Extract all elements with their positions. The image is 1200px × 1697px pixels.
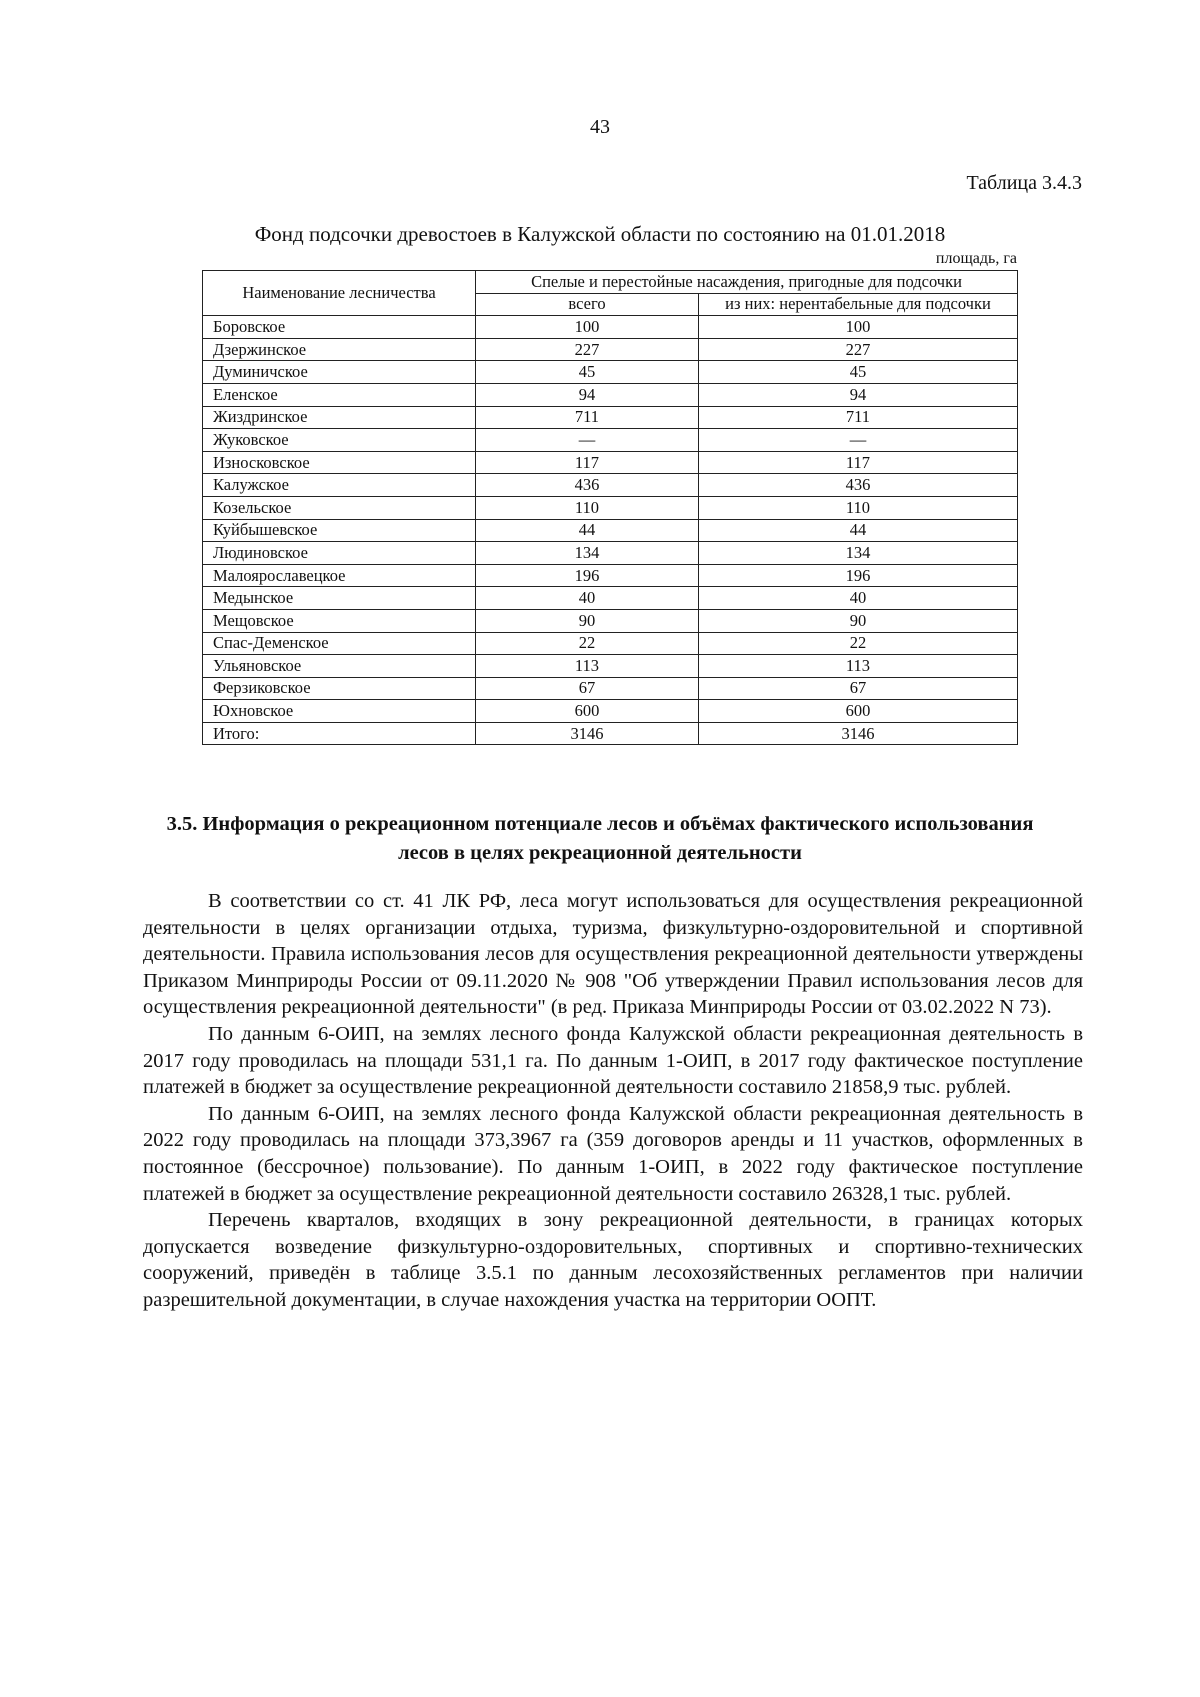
cell-unprofitable: 22 — [699, 632, 1018, 655]
cell-forestry-name: Ферзиковское — [203, 677, 476, 700]
cell-forestry-name: Думиничское — [203, 361, 476, 384]
cell-unprofitable: 3146 — [699, 722, 1018, 745]
cell-unprofitable: 44 — [699, 519, 1018, 542]
cell-unprofitable: 117 — [699, 451, 1018, 474]
cell-unprofitable: 94 — [699, 383, 1018, 406]
paragraph: По данным 6-ОИП, на землях лесного фонда Калужской области рекреационная деятельность в 2022 году проводилась на площади 373,3967 га (359 договоров аренды и 11 участков, оформленных в постоянное (бессрочное) пользование). По данным 1-ОИП, в 2022 году фактическое поступление платежей в бюджет за осуществление рекреационной деятельности составило 26328,1 тыс. рублей. — [143, 1102, 1083, 1205]
cell-forestry-name: Итого: — [203, 722, 476, 745]
cell-unprofitable: 196 — [699, 564, 1018, 587]
table-row — [203, 496, 1018, 519]
cell-total: — — [476, 429, 699, 452]
cell-unprofitable: 711 — [699, 406, 1018, 429]
table-row — [203, 519, 1018, 542]
cell-unprofitable: 134 — [699, 542, 1018, 565]
cell-forestry-name: Малоярославецкое — [203, 564, 476, 587]
cell-unprofitable: 113 — [699, 655, 1018, 678]
table-row — [203, 564, 1018, 587]
table-row — [203, 655, 1018, 678]
cell-forestry-name: Еленское — [203, 383, 476, 406]
table-row — [203, 451, 1018, 474]
cell-unprofitable: 67 — [699, 677, 1018, 700]
table-title: Фонд подсочки древостоев в Калужской области по состоянию на 01.01.2018 — [254, 222, 946, 246]
cell-total: 94 — [476, 383, 699, 406]
body-text — [143, 888, 1083, 1314]
cell-total: 711 — [476, 406, 699, 429]
table-row — [203, 429, 1018, 452]
cell-forestry-name: Износковское — [203, 451, 476, 474]
table-row — [203, 474, 1018, 497]
unit-note: площадь, га — [935, 250, 1017, 267]
table-row — [203, 406, 1018, 429]
table-header-row — [203, 271, 1018, 294]
table-row — [203, 338, 1018, 361]
cell-forestry-name: Юхновское — [203, 700, 476, 723]
cell-unprofitable: 436 — [699, 474, 1018, 497]
cell-total: 117 — [476, 451, 699, 474]
cell-total: 40 — [476, 587, 699, 610]
paragraph: По данным 6-ОИП, на землях лесного фонда Калужской области рекреационная деятельность в 2017 году проводилась на площади 531,1 га. По данным 1-ОИП, в 2017 году фактическое поступление платежей в бюджет за осуществление рекреационной деятельности составило 21858,9 тыс. рублей. — [143, 1022, 1083, 1099]
cell-unprofitable: 227 — [699, 338, 1018, 361]
table-label: Таблица 3.4.3 — [966, 172, 1082, 194]
cell-total: 134 — [476, 542, 699, 565]
table-row — [203, 700, 1018, 723]
cell-forestry-name: Медынское — [203, 587, 476, 610]
table-row — [203, 383, 1018, 406]
cell-total: 100 — [476, 316, 699, 339]
cell-total: 90 — [476, 609, 699, 632]
forestry-tapping-table — [202, 270, 1018, 745]
cell-forestry-name: Людиновское — [203, 542, 476, 565]
table-row — [203, 722, 1018, 745]
table-row — [203, 587, 1018, 610]
cell-total: 600 — [476, 700, 699, 723]
table-row — [203, 542, 1018, 565]
cell-forestry-name: Боровское — [203, 316, 476, 339]
cell-forestry-name: Дзержинское — [203, 338, 476, 361]
cell-forestry-name: Козельское — [203, 496, 476, 519]
cell-unprofitable: 90 — [699, 609, 1018, 632]
header-group: Спелые и перестойные насаждения, пригодные для подсочки — [476, 271, 1018, 294]
cell-forestry-name: Жуковское — [203, 429, 476, 452]
paragraph: В соответствии со ст. 41 ЛК РФ, леса могут использоваться для осуществления рекреационной деятельности в целях организации отдыха, туризма, физкультурно-оздоровительной и спортивной деятельности. Правила использования лесов для осуществления рекреационной деятельности утверждены Приказом Минприроды России от 09.11.2020 № 908 "Об утверждении Правил использования лесов для осуществления рекреационной деятельности" (в ред. Приказа Минприроды России от 03.02.2022 N 73). — [143, 890, 1083, 1019]
cell-total: 45 — [476, 361, 699, 384]
cell-unprofitable: 45 — [699, 361, 1018, 384]
cell-unprofitable: 40 — [699, 587, 1018, 610]
cell-total: 110 — [476, 496, 699, 519]
cell-total: 436 — [476, 474, 699, 497]
cell-forestry-name: Мещовское — [203, 609, 476, 632]
section-heading: 3.5. Информация о рекреационном потенциале лесов и объёмах фактического использования лесов в целях рекреационной деятельности — [166, 813, 1034, 864]
paragraph: Перечень кварталов, входящих в зону рекреационной деятельности, в границах которых допускается возведение физкультурно-оздоровительных, спортивных и спортивно-технических сооружений, приведён в таблице 3.5.1 по данным лесохозяйственных регламентов при наличии разрешительной документации, в случае нахождения участка на территории ООПТ. — [143, 1209, 1083, 1311]
cell-unprofitable: 110 — [699, 496, 1018, 519]
cell-unprofitable: 100 — [699, 316, 1018, 339]
cell-forestry-name: Жиздринское — [203, 406, 476, 429]
table-row — [203, 609, 1018, 632]
cell-forestry-name: Ульяновское — [203, 655, 476, 678]
cell-total: 22 — [476, 632, 699, 655]
cell-total: 3146 — [476, 722, 699, 745]
cell-unprofitable: 600 — [699, 700, 1018, 723]
cell-total: 67 — [476, 677, 699, 700]
table-row — [203, 316, 1018, 339]
table-row — [203, 361, 1018, 384]
cell-forestry-name: Куйбышевское — [203, 519, 476, 542]
cell-forestry-name: Калужское — [203, 474, 476, 497]
header-forestry-name: Наименование лесничества — [203, 271, 476, 316]
cell-total: 196 — [476, 564, 699, 587]
table-row — [203, 632, 1018, 655]
cell-total: 113 — [476, 655, 699, 678]
table-row — [203, 677, 1018, 700]
cell-total: 44 — [476, 519, 699, 542]
header-unprofitable: из них: нерентабельные для подсочки — [699, 293, 1018, 316]
cell-total: 227 — [476, 338, 699, 361]
table-body — [203, 316, 1018, 745]
header-total: всего — [476, 293, 699, 316]
cell-forestry-name: Спас-Деменское — [203, 632, 476, 655]
page-number: 43 — [590, 116, 610, 138]
cell-unprofitable: — — [699, 429, 1018, 452]
